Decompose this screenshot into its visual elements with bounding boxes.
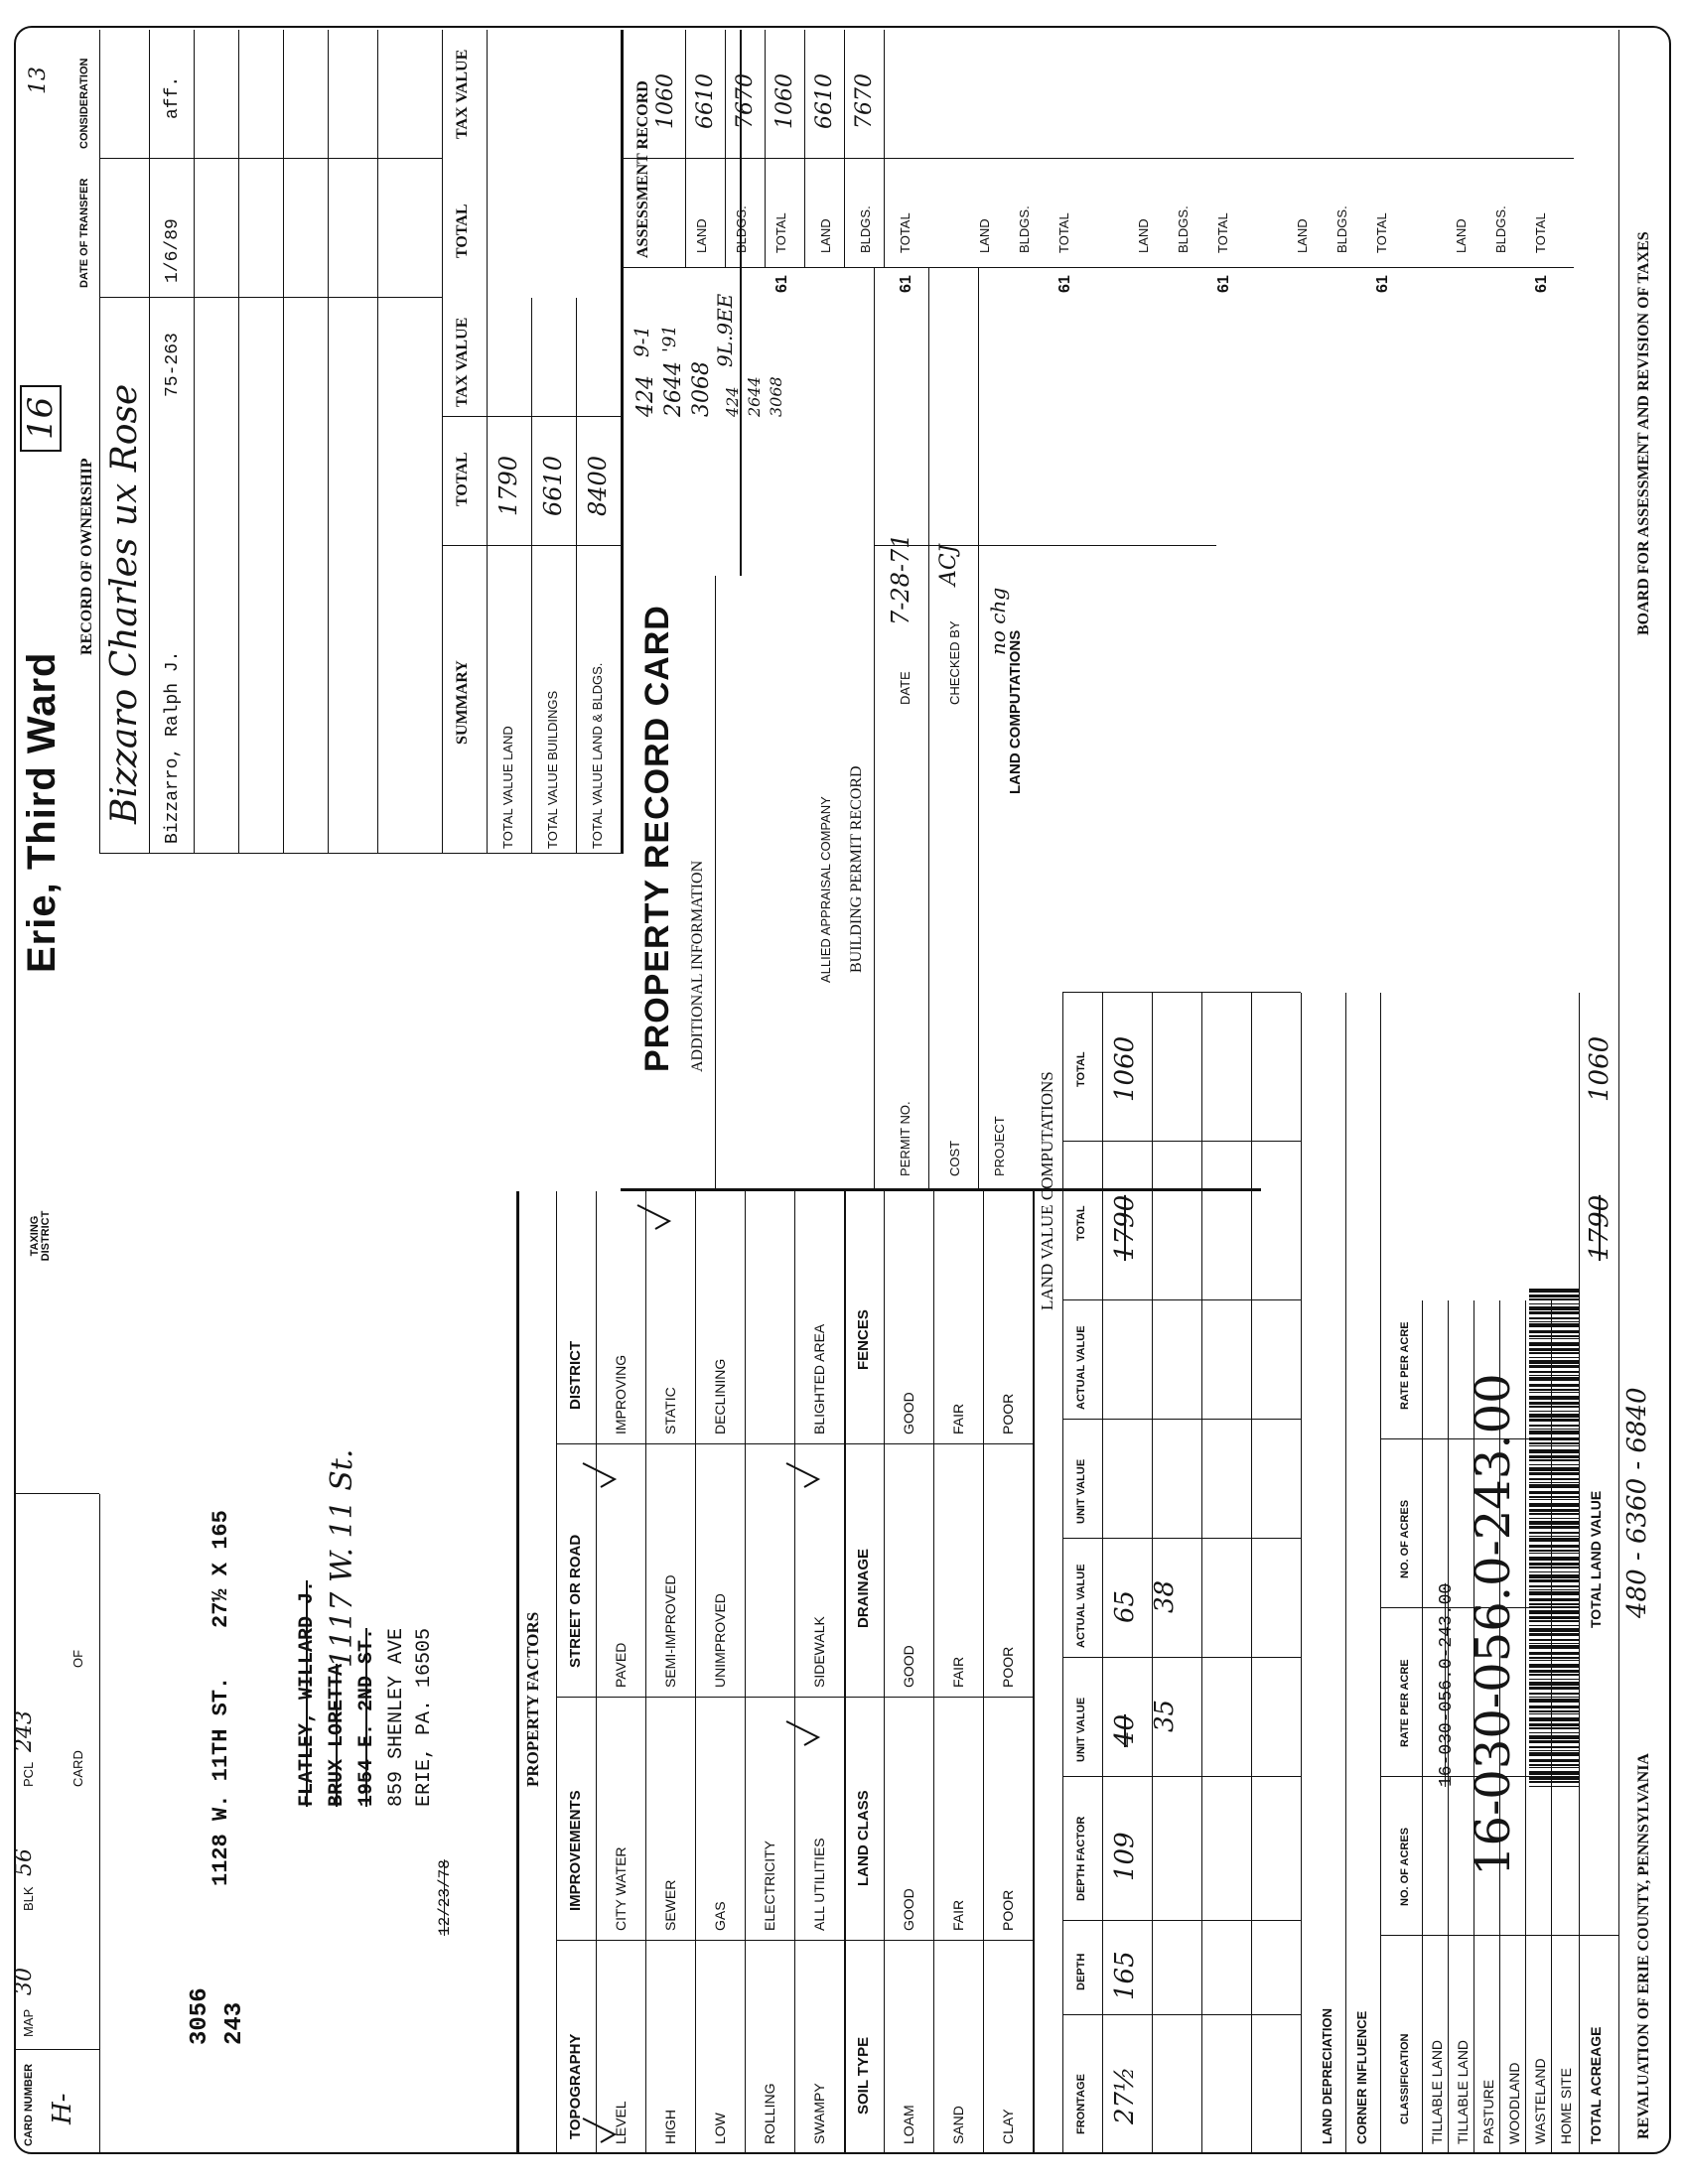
cost-label: COST <box>947 1140 962 1176</box>
district-number: 16 <box>20 385 62 452</box>
mark-1: 9-1 <box>630 325 653 357</box>
rule <box>621 1188 1261 1191</box>
class-tillable-2: TILLABLE LAND <box>1455 2039 1471 2144</box>
landclass-good: GOOD <box>901 1888 916 1931</box>
rule <box>695 1191 696 2154</box>
lv-unit-value-new: 35 <box>1150 1699 1180 1732</box>
rule <box>238 30 239 854</box>
record-title: PROPERTY RECORD CARD <box>638 605 676 1072</box>
landclass-poor: POOR <box>1000 1889 1016 1931</box>
fences-good: GOOD <box>901 1392 916 1434</box>
rule <box>442 298 443 854</box>
owner-address-2: ERIE, PA. 16505 <box>413 1627 436 1807</box>
code-1: 3056 <box>187 1987 213 2045</box>
owner-2-deed: 75-263 <box>163 333 183 397</box>
parcel-id: 16-030-056.0-243.00 <box>1466 1373 1521 1876</box>
topo-rolling: ROLLING <box>762 2083 777 2144</box>
add-info-4: 424 <box>723 386 742 417</box>
rule <box>99 1494 100 2154</box>
lv-col-total-2: TOTAL <box>1075 1051 1087 1087</box>
topo-level: LEVEL <box>613 2101 629 2144</box>
drainage-poor: POOR <box>1000 1646 1016 1688</box>
pf-col-street: STREET OR ROAD <box>567 1534 584 1668</box>
assess-year-code-2: 61 <box>898 275 914 293</box>
lv-total-new: 1060 <box>1110 1035 1140 1102</box>
assess-bldgs-label-5: BLDGS. <box>1334 205 1349 253</box>
add-info-2: 2644 <box>661 361 686 417</box>
assess-year-code-3: 61 <box>1056 275 1073 293</box>
owner-crossed-1: FLATLEY, WILLARD J. <box>296 1579 319 1807</box>
rule <box>576 298 577 854</box>
soil-sand: SAND <box>950 2106 966 2144</box>
lv-depth: 165 <box>1110 1951 1140 2000</box>
rule <box>1062 1920 1301 1921</box>
rule <box>1062 1776 1301 1777</box>
check-mark-icon <box>581 1459 621 1489</box>
summary-header: SUMMARY <box>454 660 471 745</box>
rule <box>983 1191 984 2154</box>
lv-col-depth: DEPTH <box>1075 1953 1087 1990</box>
map-value: 30 <box>12 1968 37 1995</box>
permit-date-label: DATE <box>898 671 912 705</box>
district-declining: DECLINING <box>712 1358 728 1434</box>
rule <box>844 30 845 268</box>
check-mark-icon <box>581 2115 621 2144</box>
rule <box>328 30 329 854</box>
assess-value-6: 7670 <box>852 73 877 129</box>
rule <box>1062 1419 1301 1420</box>
assess-land-label: LAND <box>694 218 709 253</box>
rule <box>1062 1657 1301 1658</box>
rule <box>194 30 195 854</box>
check-mark-icon <box>635 1201 675 1231</box>
rule <box>621 267 1574 268</box>
assess-bldgs-label-4: BLDGS. <box>1176 205 1191 253</box>
class-total-acreage: TOTAL ACREAGE <box>1588 2026 1604 2144</box>
rule <box>1062 993 1063 2154</box>
acre-col-rate-2: RATE PER ACRE <box>1399 1321 1411 1410</box>
rule <box>928 268 929 1191</box>
assessment-header: ASSESSMENT RECORD <box>634 80 651 258</box>
soil-clay: CLAY <box>1000 2109 1016 2144</box>
rule <box>874 545 1216 546</box>
map-label: MAP <box>21 2008 36 2037</box>
blk-value: 56 <box>12 1848 37 1876</box>
assess-value-5: 6610 <box>812 73 837 129</box>
add-info-5: 2644 <box>745 376 764 417</box>
rule <box>99 158 442 159</box>
card-label: CARD <box>70 1750 85 1787</box>
lv-frontage: 27½ <box>1110 2066 1140 2124</box>
rule <box>715 576 716 1191</box>
lot-dimensions: 27½ X 165 <box>209 1510 233 1628</box>
footer-right: BOARD FOR ASSESSMENT AND REVISION OF TAXES <box>1635 231 1652 635</box>
rule <box>516 1191 519 2154</box>
fences-label: FENCES <box>855 1309 872 1370</box>
rule <box>99 30 100 854</box>
add-info-3: 3068 <box>689 361 714 417</box>
rule <box>442 416 621 417</box>
acre-col-no-acres: NO. OF ACRES <box>1399 1827 1411 1906</box>
add-info-6: 3068 <box>767 376 785 417</box>
rule <box>442 545 621 546</box>
assess-bldgs-label: BLDGS. <box>734 205 749 253</box>
lv-unit-value-old: 40 <box>1110 1713 1140 1747</box>
class-wasteland: WASTELAND <box>1532 2058 1548 2144</box>
class-home-site: HOME SITE <box>1558 2067 1574 2144</box>
top-total-label: TOTAL <box>454 204 471 258</box>
taxing-district-label: TAXING DISTRICT <box>29 1210 52 1262</box>
rule <box>621 158 1574 159</box>
rule <box>1345 993 1346 2154</box>
acre-col-no-acres-2: NO. OF ACRES <box>1399 1499 1411 1578</box>
rule <box>1251 993 1252 2154</box>
pf-col-district: DISTRICT <box>567 1340 584 1410</box>
street-paved: PAVED <box>613 1642 629 1688</box>
rule <box>1062 992 1301 993</box>
checked-by-label: CHECKED BY <box>947 620 962 705</box>
date-of-transfer-label: DATE OF TRANSFER <box>78 178 90 288</box>
topo-high: HIGH <box>662 2110 678 2144</box>
drainage-label: DRAINAGE <box>855 1548 872 1628</box>
topo-low: LOW <box>712 2113 728 2144</box>
assess-bldgs-label-3: BLDGS. <box>1017 205 1032 253</box>
rule <box>283 30 284 854</box>
assess-value-4: 1060 <box>772 73 797 129</box>
rule <box>725 30 726 268</box>
assess-value-2: 6610 <box>693 73 718 129</box>
acre-col-rate: RATE PER ACRE <box>1399 1659 1411 1747</box>
lv-col-actual-value: ACTUAL VALUE <box>1075 1564 1087 1648</box>
imp-gas: GAS <box>712 1901 728 1931</box>
land-class-label: LAND CLASS <box>855 1790 872 1886</box>
assess-land-label-2: LAND <box>818 218 833 253</box>
rule <box>844 1191 846 2154</box>
imp-sewer: SEWER <box>662 1879 678 1931</box>
soil-loam: LOAM <box>901 2105 916 2144</box>
rule <box>487 30 488 298</box>
summary-land-label: TOTAL VALUE LAND <box>500 726 515 849</box>
fences-fair: FAIR <box>950 1403 966 1434</box>
rule <box>1618 30 1619 2154</box>
parcel-id-crossed: 16-030-056.0-243.00 <box>1437 1582 1457 1787</box>
landclass-fair: FAIR <box>950 1899 966 1931</box>
of-label: OF <box>70 1649 85 1668</box>
rule <box>645 1191 646 2154</box>
rule <box>1422 1300 1423 2154</box>
handwritten-address: 1117 W. 11 St. <box>325 1448 359 1668</box>
note-value: no chg <box>986 587 1010 655</box>
owner-1: Bizzaro Charles ux Rose <box>104 383 145 824</box>
assess-land-label-4: LAND <box>1136 218 1151 253</box>
transfer-date: 1/6/89 <box>163 218 183 283</box>
lv-depth-factor: 109 <box>1110 1832 1140 1881</box>
lv-col-unit-value: UNIT VALUE <box>1075 1697 1087 1762</box>
bottom-note: 480 - 6360 - 6840 <box>1622 1387 1652 1618</box>
lv-col-actual-value-2: ACTUAL VALUE <box>1075 1325 1087 1410</box>
assess-total-label-2: TOTAL <box>898 212 912 253</box>
card-number-value: H- <box>48 2093 77 2124</box>
rule <box>794 1191 795 2154</box>
rule <box>765 30 766 268</box>
rule <box>1102 993 1103 2154</box>
blk-label: BLK <box>21 1886 36 1911</box>
lv-col-depth-factor: DEPTH FACTOR <box>1075 1816 1087 1901</box>
pf-col-topography: TOPOGRAPHY <box>567 2033 584 2139</box>
rule <box>487 298 488 854</box>
lv-col-frontage: FRONTAGE <box>1075 2074 1087 2134</box>
summary-land-bldgs-total: 8400 <box>584 455 612 516</box>
rule <box>874 268 875 1191</box>
rule <box>1201 993 1202 2154</box>
assess-total-label-6: TOTAL <box>1533 212 1548 253</box>
lv-total-old: 1790 <box>1110 1194 1140 1261</box>
district-static: STATIC <box>662 1387 678 1434</box>
topo-swampy: SWAMPY <box>811 2083 827 2144</box>
card-number-label: CARD NUMBER <box>23 2063 35 2146</box>
owner-address-1: 859 SHENLEY AVE <box>385 1627 408 1807</box>
assess-year-code-4: 61 <box>1215 275 1232 293</box>
pf-col-improvements: IMPROVEMENTS <box>567 1790 584 1911</box>
soil-type-label: SOIL TYPE <box>855 2036 872 2115</box>
assess-total-label-5: TOTAL <box>1374 212 1389 253</box>
rule <box>442 853 621 854</box>
summary-buildings-total: 6610 <box>539 455 567 516</box>
rule <box>685 30 686 268</box>
summary-land-total: 1790 <box>494 455 522 516</box>
imp-city-water: CITY WATER <box>613 1846 629 1931</box>
lv-col-unit-value-2: UNIT VALUE <box>1075 1458 1087 1524</box>
barcode-icon <box>1529 1271 1579 1787</box>
fences-poor: POOR <box>1000 1393 1016 1434</box>
rule <box>1525 1300 1526 2154</box>
rule <box>99 853 442 854</box>
assess-value-1: 1060 <box>653 73 678 129</box>
project-label: PROJECT <box>992 1116 1007 1176</box>
land-computations-label: LAND COMPUTATIONS <box>1007 629 1024 794</box>
assess-total-label-3: TOTAL <box>1056 212 1071 253</box>
class-tillable-1: TILLABLE LAND <box>1429 2039 1445 2144</box>
assess-year-code-5: 61 <box>1374 275 1391 293</box>
lv-col-total: TOTAL <box>1075 1205 1087 1241</box>
owner-2: Bizzarro, Ralph J. <box>163 650 183 844</box>
top-tax-value-label: TAX VALUE <box>454 49 471 139</box>
owner-crossed-3: 1954 E. 2ND ST. <box>355 1627 378 1807</box>
drainage-good: GOOD <box>901 1645 916 1688</box>
assess-land-label-3: LAND <box>977 218 992 253</box>
rule <box>14 1493 99 1494</box>
summary-tax-label: TAX VALUE <box>454 317 471 407</box>
rule <box>1380 993 1381 2154</box>
rule <box>99 297 442 298</box>
assess-bldgs-label-2: BLDGS. <box>858 205 873 253</box>
summary-land-bldgs-label: TOTAL VALUE LAND & BLDGS. <box>590 662 605 849</box>
pcl-value: 243 <box>12 1710 37 1752</box>
class-pasture: PASTURE <box>1480 2079 1496 2144</box>
rule <box>1062 1141 1301 1142</box>
property-address: 1128 W. 11TH ST. <box>209 1676 233 1886</box>
summary-total-label: TOTAL <box>454 452 471 506</box>
mark-3: 9L.9EE <box>713 293 737 367</box>
district-improving: IMPROVING <box>613 1354 629 1434</box>
consideration-label: CONSIDERATION <box>78 58 90 149</box>
rule <box>1301 993 1302 2154</box>
lv-actual-value-new: 38 <box>1150 1579 1180 1613</box>
rule <box>149 30 150 854</box>
assess-land-label-6: LAND <box>1454 218 1469 253</box>
district-blighted: BLIGHTED AREA <box>811 1323 827 1434</box>
assess-year-code: 61 <box>773 275 790 293</box>
rule <box>933 1191 934 2154</box>
assess-total-label: TOTAL <box>773 212 788 253</box>
rule <box>621 30 624 854</box>
rule <box>556 1191 557 2154</box>
stamp-date: 12/23/78 <box>436 1859 454 1936</box>
lv-actual-value-old: 65 <box>1110 1589 1140 1623</box>
total-land-value-label: TOTAL LAND VALUE <box>1588 1490 1604 1628</box>
rule <box>442 30 443 298</box>
tlv-old: 1790 <box>1585 1194 1614 1261</box>
tlv-new: 1060 <box>1585 1035 1614 1102</box>
district-name: Erie, Third Ward <box>20 651 64 973</box>
footer-left: REVALUATION OF ERIE COUNTY, PENNSYLVANIA <box>1635 1753 1652 2139</box>
assess-value-3: 7670 <box>733 73 758 129</box>
acre-col-classification: CLASSIFICATION <box>1399 2033 1411 2124</box>
land-value-header: LAND VALUE COMPUTATIONS <box>1038 1071 1056 1310</box>
mark-2: '91 <box>659 325 680 352</box>
property-factors-header: PROPERTY FACTORS <box>523 1611 542 1787</box>
corner-number: 13 <box>26 67 51 94</box>
imp-electricity: ELECTRICITY <box>762 1840 777 1931</box>
rule <box>1062 2014 1301 2015</box>
rule <box>884 1191 885 2154</box>
summary-buildings-label: TOTAL VALUE BUILDINGS <box>545 690 560 849</box>
rule <box>531 298 532 854</box>
checked-by-value: ACJ <box>936 544 961 586</box>
building-permit-label: BUILDING PERMIT RECORD <box>848 765 865 973</box>
street-unimproved: UNIMPROVED <box>712 1593 728 1688</box>
permit-no-label: PERMIT NO. <box>898 1101 912 1176</box>
ownership-header: RECORD OF OWNERSHIP <box>78 458 95 655</box>
rule <box>1062 1538 1301 1539</box>
code-2: 243 <box>221 2001 248 2045</box>
assess-total-label-4: TOTAL <box>1215 212 1230 253</box>
street-sidewalk: SIDEWALK <box>811 1616 827 1688</box>
street-semi-improved: SEMI-IMPROVED <box>662 1574 678 1688</box>
allied-label: ALLIED APPRAISAL COMPANY <box>818 796 833 983</box>
rule <box>1579 993 1580 2154</box>
rule <box>596 1191 597 2154</box>
consideration: aff. <box>163 75 183 119</box>
rule <box>1033 1191 1035 2154</box>
land-depreciation-label: LAND DEPRECIATION <box>1320 2008 1334 2144</box>
rule <box>377 30 378 854</box>
check-mark-icon <box>784 1459 824 1489</box>
rule <box>978 268 979 1191</box>
permit-date-value: 7-28-71 <box>887 533 914 625</box>
rule <box>745 1191 746 2154</box>
drainage-fair: FAIR <box>950 1656 966 1688</box>
rule <box>1152 993 1153 2154</box>
imp-all-utilities: ALL UTILITIES <box>811 1838 827 1931</box>
pcl-label: PCL <box>21 1761 36 1787</box>
additional-info-label: ADDITIONAL INFORMATION <box>689 860 706 1072</box>
rule <box>1062 1299 1301 1300</box>
rule <box>14 2049 99 2050</box>
corner-influence-label: CORNER INFLUENCE <box>1354 2010 1369 2144</box>
owner-crossed-2: BRUX LORETTA <box>326 1663 349 1807</box>
class-woodland: WOODLAND <box>1506 2062 1522 2144</box>
assess-bldgs-label-6: BLDGS. <box>1493 205 1508 253</box>
check-mark-icon <box>784 1717 824 1747</box>
rule <box>884 30 885 268</box>
assess-land-label-5: LAND <box>1295 218 1310 253</box>
assess-year-code-6: 61 <box>1533 275 1550 293</box>
add-info-1: 424 <box>633 375 658 417</box>
rule <box>804 30 805 268</box>
